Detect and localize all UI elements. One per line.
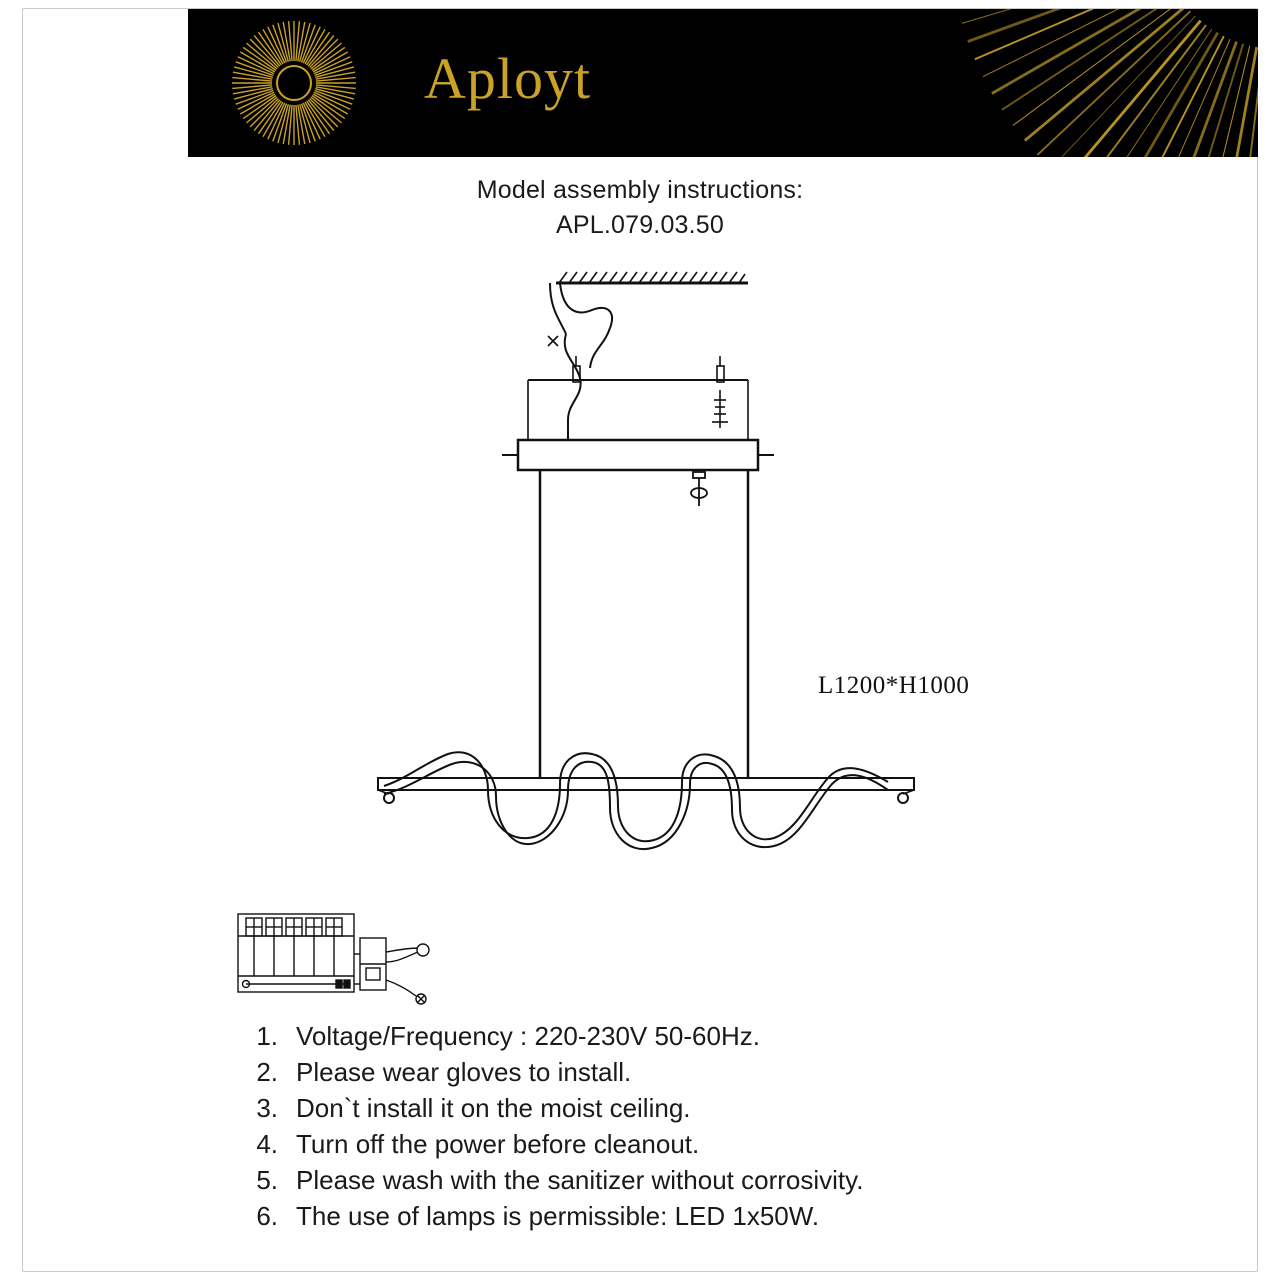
note-text: Please wear gloves to install. — [296, 1057, 632, 1087]
note-text: Please wash with the sanitizer without corrosivity. — [296, 1165, 864, 1195]
list-item — [252, 1090, 1212, 1126]
note-text: Turn off the power before cleanout. — [296, 1129, 700, 1159]
brand-banner — [188, 9, 1258, 157]
list-item — [252, 1018, 1212, 1054]
note-number: 4. — [256, 1129, 278, 1159]
page-title: Model assembly instructions: — [476, 176, 804, 204]
assembly-drawing — [188, 250, 1188, 890]
list-item — [252, 1162, 1212, 1198]
note-text: Voltage/Frequency : 220-230V 50-60Hz. — [296, 1021, 760, 1051]
note-number: 3. — [256, 1093, 278, 1123]
dimension-label: L1200*H1000 — [818, 672, 970, 699]
list-item — [252, 1054, 1212, 1090]
note-number: 5. — [256, 1165, 278, 1195]
title-block — [0, 176, 1280, 240]
model-code: APL.079.03.50 — [555, 211, 725, 239]
note-number: 1. — [256, 1021, 278, 1051]
fan-rays-decoration — [948, 9, 1258, 157]
wiring-diagram — [232, 906, 452, 1006]
instruction-notes — [252, 1018, 1212, 1234]
note-text: Don`t install it on the moist ceiling. — [296, 1093, 691, 1123]
list-item — [252, 1126, 1212, 1162]
brand-name: Aployt — [424, 46, 592, 111]
list-item — [252, 1198, 1212, 1234]
note-number: 2. — [256, 1057, 278, 1087]
note-number: 6. — [256, 1201, 278, 1231]
sunburst-logo-icon — [224, 17, 364, 149]
note-text: The use of lamps is permissible: LED 1x50W. — [296, 1201, 820, 1231]
